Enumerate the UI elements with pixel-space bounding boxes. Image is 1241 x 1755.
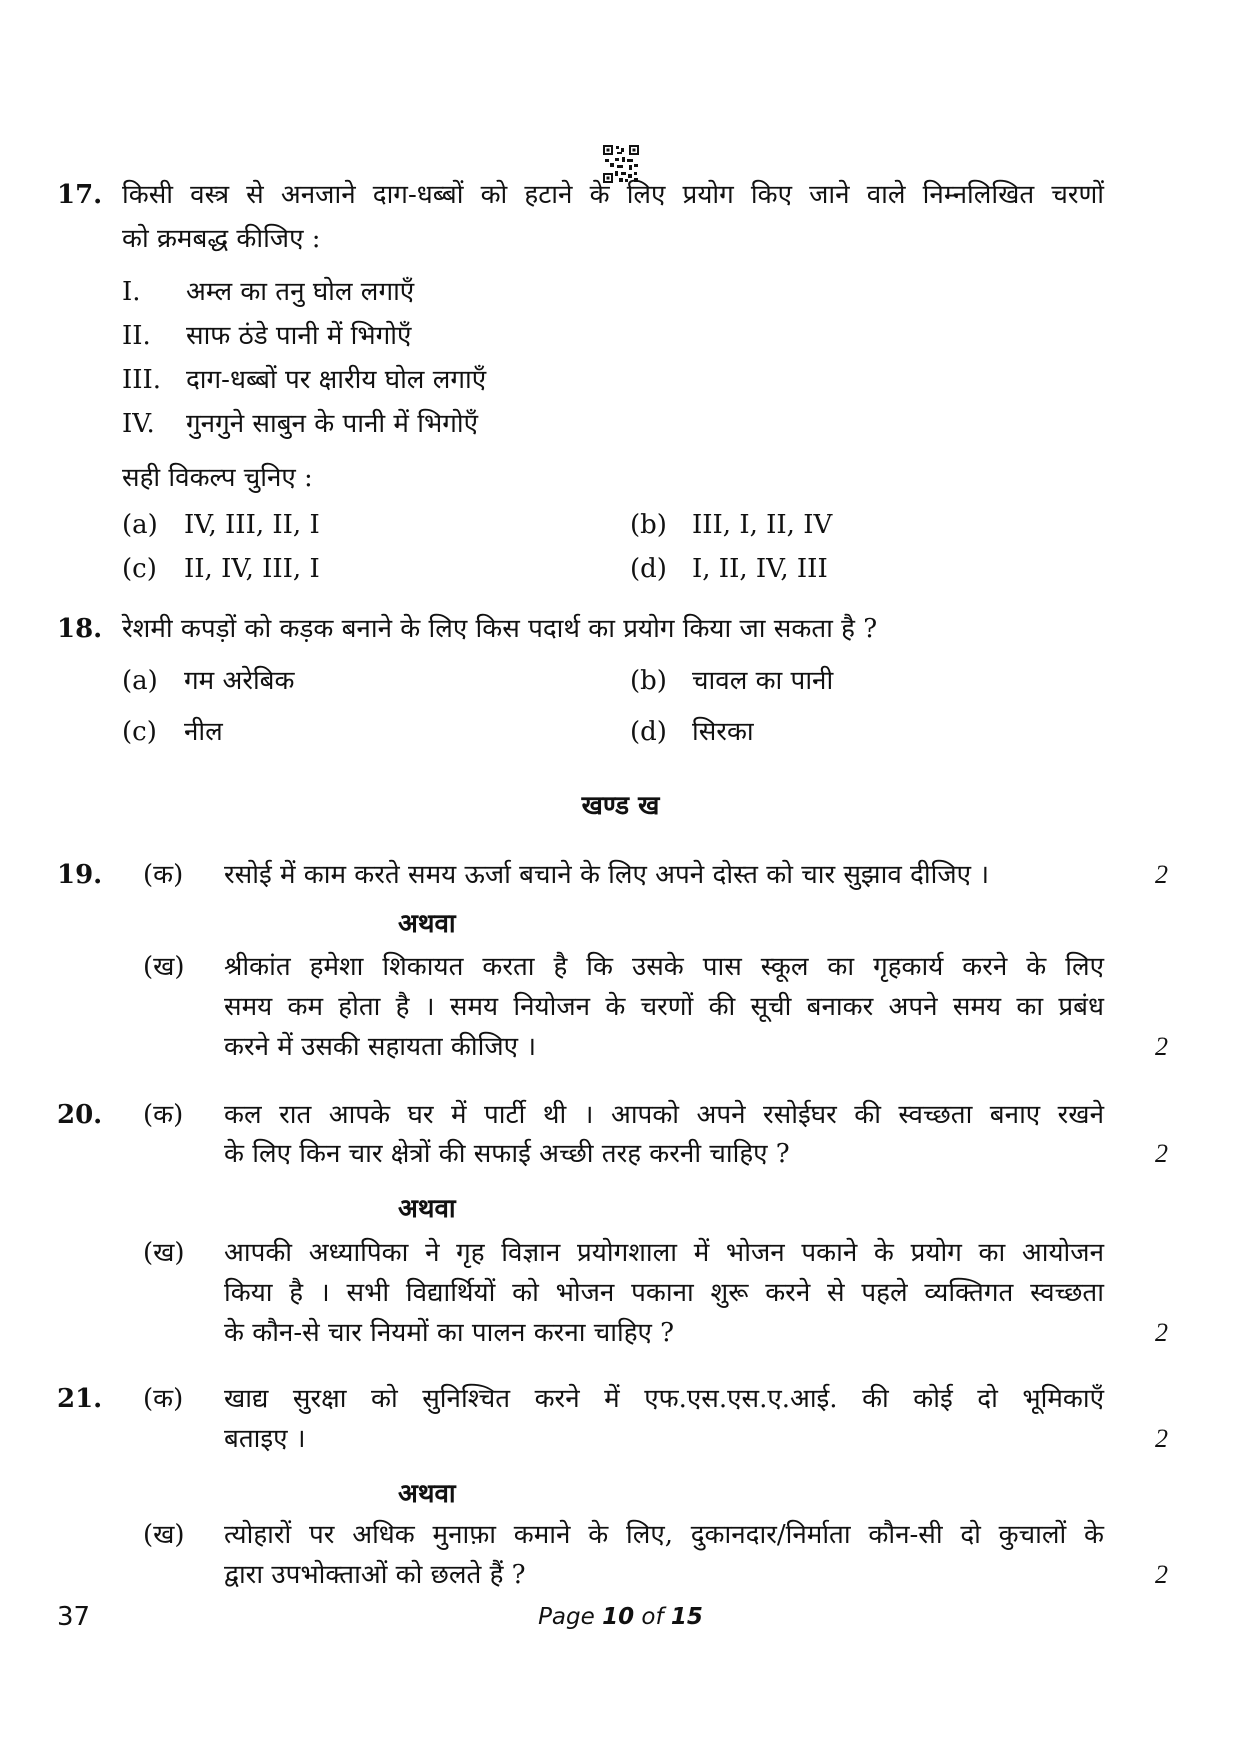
option-label: (c): [122, 717, 157, 747]
step-roman: IV.: [122, 409, 155, 439]
question-20-number: 20.: [57, 1100, 103, 1130]
question-19-number: 19.: [57, 860, 103, 890]
question-21-ka-line: खाद्य सुरक्षा को सुनिश्चित करने में एफ.एस.एस.ए.आई. की कोई दो भूमिकाएँ: [224, 1384, 1104, 1414]
option-label: (b): [630, 510, 667, 540]
question-paper-code: 37: [57, 1602, 91, 1632]
question-18-number: 18.: [57, 614, 103, 644]
question-19-kha-line: समय कम होता है । समय नियोजन के चरणों की सूची बनाकर अपने समय का प्रबंध: [224, 992, 1104, 1022]
question-20-ka-line: के लिए किन चार क्षेत्रों की सफाई अच्छी तरह करनी चाहिए ?: [224, 1139, 790, 1169]
step-roman: II.: [122, 321, 151, 351]
option-label: (c): [122, 554, 157, 584]
page-total: 15: [670, 1604, 703, 1630]
page-number: [0, 1604, 1241, 1630]
subpart-ka-label: (क): [143, 1384, 184, 1414]
question-21-kha-line: त्योहारों पर अधिक मुनाफ़ा कमाने के लिए, दुकानदार/निर्माता कौन-सी दो कुचालों के: [224, 1520, 1104, 1550]
page-current: 10: [602, 1604, 635, 1630]
option-label: (a): [122, 510, 158, 540]
section-heading: खण्ड ख: [581, 791, 660, 821]
question-19-ka-text: रसोई में काम करते समय ऊर्जा बचाने के लिए अपने दोस्त को चार सुझाव दीजिए ।: [224, 860, 990, 890]
option-label: (a): [122, 666, 158, 696]
question-21-ka-line: बताइए ।: [224, 1424, 306, 1454]
option-label: (d): [630, 717, 667, 747]
subpart-ka-label: (क): [143, 860, 184, 890]
option-text: सिरका: [692, 717, 754, 747]
question-19-kha-line: श्रीकांत हमेशा शिकायत करता है कि उसके पास स्कूल का गृहकार्य करने के लिए: [224, 952, 1104, 982]
question-17-instruction: सही विकल्प चुनिए :: [122, 463, 313, 493]
subpart-kha-label: (ख): [143, 1520, 185, 1550]
question-21-number: 21.: [57, 1384, 103, 1414]
option-label: (d): [630, 554, 667, 584]
option-text: II, IV, III, I: [184, 554, 320, 584]
step-roman: III.: [122, 365, 162, 395]
page-prefix: Page: [538, 1604, 595, 1630]
question-17-number: 17.: [57, 180, 103, 210]
question-20-kha-line: किया है । सभी विद्यार्थियों को भोजन पकाना शुरू करने से पहले व्यक्तिगत स्वच्छता: [224, 1278, 1104, 1308]
option-text: IV, III, II, I: [184, 510, 320, 540]
or-separator: अथवा: [398, 1194, 456, 1224]
option-label: (b): [630, 666, 667, 696]
question-20-ka-line: कल रात आपके घर में पार्टी थी । आपको अपने रसोईघर की स्वच्छता बनाए रखने: [224, 1100, 1104, 1130]
marks: 2: [1155, 1318, 1168, 1347]
marks: 2: [1155, 860, 1168, 889]
option-text: नील: [184, 717, 223, 747]
step-text: दाग-धब्बों पर क्षारीय घोल लगाएँ: [186, 365, 487, 395]
marks: 2: [1155, 1139, 1168, 1168]
question-20-kha-line: आपकी अध्यापिका ने गृह विज्ञान प्रयोगशाला में भोजन पकाने के प्रयोग का आयोजन: [224, 1238, 1104, 1268]
question-18-text: रेशमी कपड़ों को कड़क बनाने के लिए किस पदार्थ का प्रयोग किया जा सकता है ?: [122, 614, 878, 644]
option-text: I, II, IV, III: [692, 554, 828, 584]
step-text: साफ ठंडे पानी में भिगोएँ: [186, 321, 412, 351]
question-17-text-line2: को क्रमबद्ध कीजिए :: [122, 224, 321, 254]
step-text: गुनगुने साबुन के पानी में भिगोएँ: [186, 409, 478, 439]
option-text: गम अरेबिक: [184, 666, 295, 696]
marks: 2: [1155, 1424, 1168, 1453]
option-text: III, I, II, IV: [692, 510, 833, 540]
or-separator: अथवा: [398, 909, 456, 939]
question-19-kha-line: करने में उसकी सहायता कीजिए ।: [224, 1032, 537, 1062]
or-separator: अथवा: [398, 1479, 456, 1509]
step-roman: I.: [122, 277, 141, 307]
page-of: of: [641, 1604, 664, 1630]
marks: 2: [1155, 1560, 1168, 1589]
option-text: चावल का पानी: [692, 666, 834, 696]
question-20-kha-line: के कौन-से चार नियमों का पालन करना चाहिए ?: [224, 1318, 675, 1348]
question-17-text-line1: किसी वस्त्र से अनजाने दाग-धब्बों को हटाने के लिए प्रयोग किए जाने वाले निम्नलिखित चरणों: [122, 180, 1104, 210]
question-21-kha-line: द्वारा उपभोक्ताओं को छलते हैं ?: [224, 1560, 526, 1590]
subpart-ka-label: (क): [143, 1100, 184, 1130]
step-text: अम्ल का तनु घोल लगाएँ: [186, 277, 415, 307]
subpart-kha-label: (ख): [143, 1238, 185, 1268]
marks: 2: [1155, 1032, 1168, 1061]
subpart-kha-label: (ख): [143, 952, 185, 982]
